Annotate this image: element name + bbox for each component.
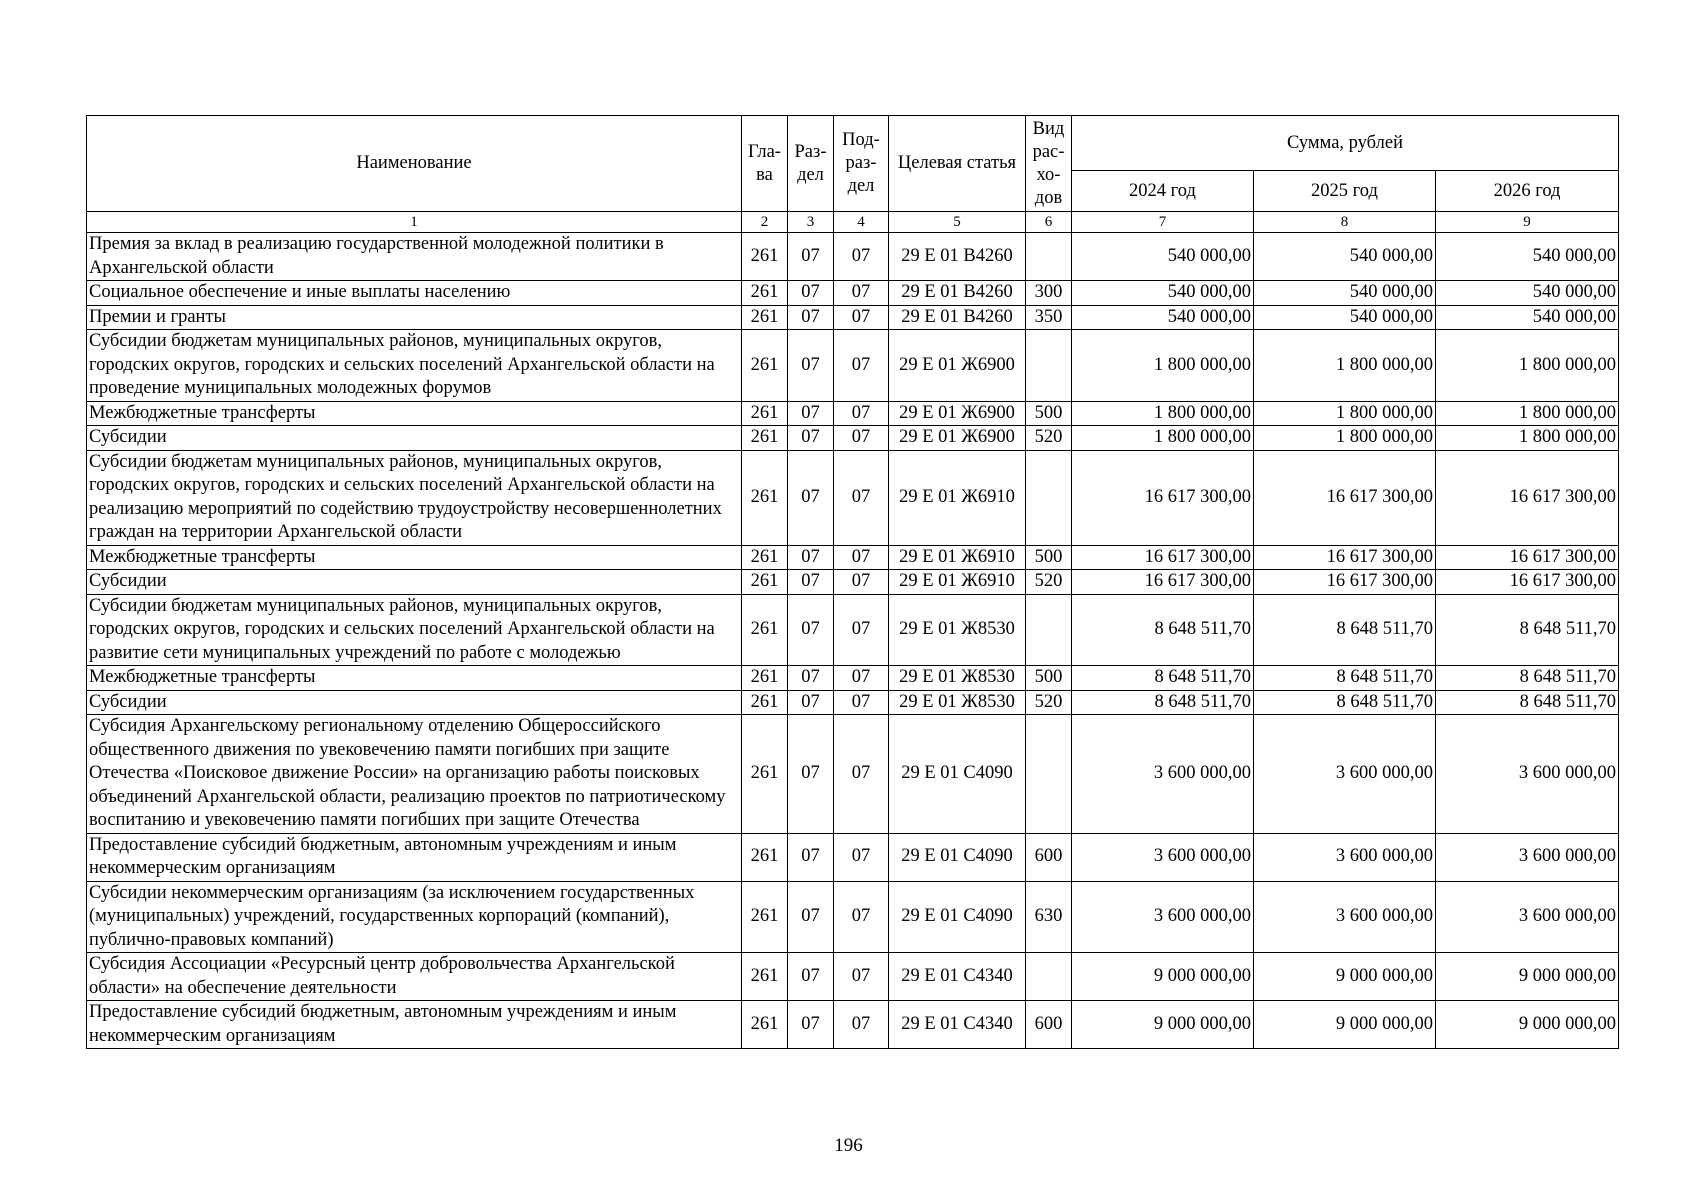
row-sum-2026: 1 800 000,00 [1436, 330, 1619, 402]
row-glava: 261 [742, 833, 788, 881]
row-tselevaya-statya: 29 Е 01 Ж6900 [889, 401, 1026, 426]
row-tselevaya-statya: 29 Е 01 Ж6910 [889, 545, 1026, 570]
row-podrazdel: 07 [834, 545, 889, 570]
table-row [87, 594, 1619, 666]
header-podrazdel: Под-раз-дел [834, 116, 889, 212]
row-sum-2024: 1 800 000,00 [1072, 401, 1254, 426]
row-sum-2025: 16 617 300,00 [1254, 570, 1436, 595]
row-podrazdel: 07 [834, 833, 889, 881]
row-podrazdel: 07 [834, 666, 889, 691]
row-podrazdel: 07 [834, 330, 889, 402]
row-name: Премия за вклад в реализацию государственной молодежной политики в Архангельской области [87, 233, 742, 281]
row-podrazdel: 07 [834, 305, 889, 330]
row-vid-rashodov [1026, 233, 1072, 281]
row-sum-2024: 9 000 000,00 [1072, 953, 1254, 1001]
column-number: 5 [889, 212, 1026, 233]
row-name: Субсидии [87, 570, 742, 595]
row-sum-2025: 3 600 000,00 [1254, 715, 1436, 834]
row-sum-2025: 16 617 300,00 [1254, 545, 1436, 570]
table-row [87, 545, 1619, 570]
row-sum-2024: 16 617 300,00 [1072, 450, 1254, 545]
column-numbers-row [87, 212, 1619, 233]
row-tselevaya-statya: 29 Е 01 С4340 [889, 1001, 1026, 1049]
column-number: 4 [834, 212, 889, 233]
row-vid-rashodov [1026, 594, 1072, 666]
header-razdel: Раз-дел [788, 116, 834, 212]
column-number: 3 [788, 212, 834, 233]
row-name: Предоставление субсидий бюджетным, автономным учреждениям и иным некоммерческим организациям [87, 833, 742, 881]
row-sum-2025: 8 648 511,70 [1254, 594, 1436, 666]
row-sum-2026: 540 000,00 [1436, 281, 1619, 306]
column-number: 1 [87, 212, 742, 233]
row-tselevaya-statya: 29 Е 01 С4090 [889, 833, 1026, 881]
page-number: 196 [834, 1135, 863, 1156]
table-row [87, 305, 1619, 330]
row-sum-2025: 1 800 000,00 [1254, 330, 1436, 402]
row-vid-rashodov: 520 [1026, 690, 1072, 715]
row-sum-2025: 9 000 000,00 [1254, 1001, 1436, 1049]
row-sum-2026: 8 648 511,70 [1436, 666, 1619, 691]
row-glava: 261 [742, 426, 788, 451]
header-year-2024: 2024 год [1072, 171, 1254, 212]
row-razdel: 07 [788, 833, 834, 881]
row-glava: 261 [742, 545, 788, 570]
row-razdel: 07 [788, 666, 834, 691]
row-glava: 261 [742, 715, 788, 834]
row-sum-2026: 8 648 511,70 [1436, 594, 1619, 666]
row-sum-2026: 3 600 000,00 [1436, 881, 1619, 953]
row-vid-rashodov [1026, 330, 1072, 402]
header-vid-rashodov: Вид рас-хо-дов [1026, 116, 1072, 212]
row-sum-2024: 8 648 511,70 [1072, 666, 1254, 691]
row-vid-rashodov: 630 [1026, 881, 1072, 953]
column-number: 2 [742, 212, 788, 233]
table-row [87, 401, 1619, 426]
row-razdel: 07 [788, 953, 834, 1001]
row-razdel: 07 [788, 881, 834, 953]
row-name: Субсидии бюджетам муниципальных районов, муниципальных округов, городских округов, городских и сельских поселений Архангельской области на проведение муниципальных молодежных форумов [87, 330, 742, 402]
row-podrazdel: 07 [834, 233, 889, 281]
row-glava: 261 [742, 330, 788, 402]
row-podrazdel: 07 [834, 281, 889, 306]
row-name: Предоставление субсидий бюджетным, автономным учреждениям и иным некоммерческим организациям [87, 1001, 742, 1049]
row-sum-2024: 8 648 511,70 [1072, 690, 1254, 715]
row-sum-2024: 540 000,00 [1072, 305, 1254, 330]
row-razdel: 07 [788, 426, 834, 451]
row-name: Межбюджетные трансферты [87, 545, 742, 570]
row-razdel: 07 [788, 281, 834, 306]
row-sum-2026: 3 600 000,00 [1436, 833, 1619, 881]
row-podrazdel: 07 [834, 881, 889, 953]
row-sum-2025: 3 600 000,00 [1254, 833, 1436, 881]
row-podrazdel: 07 [834, 690, 889, 715]
row-podrazdel: 07 [834, 426, 889, 451]
row-glava: 261 [742, 594, 788, 666]
row-tselevaya-statya: 29 Е 01 С4090 [889, 715, 1026, 834]
row-tselevaya-statya: 29 Е 01 Ж8530 [889, 594, 1026, 666]
column-number: 8 [1254, 212, 1436, 233]
row-sum-2025: 9 000 000,00 [1254, 953, 1436, 1001]
row-razdel: 07 [788, 305, 834, 330]
row-sum-2024: 1 800 000,00 [1072, 426, 1254, 451]
row-sum-2024: 3 600 000,00 [1072, 715, 1254, 834]
table-row [87, 281, 1619, 306]
row-tselevaya-statya: 29 Е 01 В4260 [889, 305, 1026, 330]
row-name: Субсидия Ассоциации «Ресурсный центр добровольчества Архангельской области» на обеспечение деятельности [87, 953, 742, 1001]
row-vid-rashodov: 500 [1026, 401, 1072, 426]
row-tselevaya-statya: 29 Е 01 Ж8530 [889, 666, 1026, 691]
table-header [87, 116, 1619, 233]
row-razdel: 07 [788, 715, 834, 834]
row-sum-2026: 3 600 000,00 [1436, 715, 1619, 834]
row-sum-2025: 16 617 300,00 [1254, 450, 1436, 545]
row-glava: 261 [742, 450, 788, 545]
row-vid-rashodov: 600 [1026, 1001, 1072, 1049]
row-sum-2024: 16 617 300,00 [1072, 570, 1254, 595]
row-podrazdel: 07 [834, 401, 889, 426]
row-podrazdel: 07 [834, 570, 889, 595]
row-name: Межбюджетные трансферты [87, 666, 742, 691]
row-tselevaya-statya: 29 Е 01 С4090 [889, 881, 1026, 953]
header-tselevaya-statya: Целевая статья [889, 116, 1026, 212]
row-tselevaya-statya: 29 Е 01 Ж6900 [889, 330, 1026, 402]
row-podrazdel: 07 [834, 1001, 889, 1049]
column-number: 6 [1026, 212, 1072, 233]
row-razdel: 07 [788, 594, 834, 666]
row-sum-2026: 1 800 000,00 [1436, 401, 1619, 426]
row-tselevaya-statya: 29 Е 01 Ж6910 [889, 450, 1026, 545]
row-sum-2026: 9 000 000,00 [1436, 953, 1619, 1001]
table-row [87, 450, 1619, 545]
row-vid-rashodov [1026, 715, 1072, 834]
row-razdel: 07 [788, 690, 834, 715]
row-vid-rashodov [1026, 450, 1072, 545]
row-razdel: 07 [788, 233, 834, 281]
row-vid-rashodov: 520 [1026, 570, 1072, 595]
row-podrazdel: 07 [834, 715, 889, 834]
row-name: Субсидии бюджетам муниципальных районов, муниципальных округов, городских округов, городских и сельских поселений Архангельской области на развитие сети муниципальных учреждений по работе с молодежью [87, 594, 742, 666]
table-row [87, 690, 1619, 715]
row-name: Субсидии некоммерческим организациям (за исключением государственных (муниципальных) учреждений, государственных корпораций (компаний), публично-правовых компаний) [87, 881, 742, 953]
table-body [87, 233, 1619, 1049]
row-razdel: 07 [788, 401, 834, 426]
table-row [87, 715, 1619, 834]
row-sum-2024: 16 617 300,00 [1072, 545, 1254, 570]
row-glava: 261 [742, 233, 788, 281]
row-name: Субсидия Архангельскому региональному отделению Общероссийского общественного движения по увековечению памяти погибших при защите Отечества «Поисковое движение России» на организацию работы поисковых объединений Архангельской области, реализацию проектов по патриотическому воспитанию и увековечению памяти погибших при защите Отечества [87, 715, 742, 834]
row-razdel: 07 [788, 330, 834, 402]
row-sum-2025: 1 800 000,00 [1254, 401, 1436, 426]
row-tselevaya-statya: 29 Е 01 С4340 [889, 953, 1026, 1001]
row-sum-2026: 540 000,00 [1436, 305, 1619, 330]
row-razdel: 07 [788, 545, 834, 570]
row-sum-2026: 540 000,00 [1436, 233, 1619, 281]
row-podrazdel: 07 [834, 450, 889, 545]
table-row [87, 666, 1619, 691]
row-vid-rashodov: 500 [1026, 545, 1072, 570]
row-sum-2024: 1 800 000,00 [1072, 330, 1254, 402]
header-year-2026: 2026 год [1436, 171, 1619, 212]
row-sum-2024: 3 600 000,00 [1072, 833, 1254, 881]
header-summa: Сумма, рублей [1072, 116, 1619, 171]
row-tselevaya-statya: 29 Е 01 Ж6910 [889, 570, 1026, 595]
row-sum-2025: 540 000,00 [1254, 233, 1436, 281]
table-row [87, 833, 1619, 881]
row-vid-rashodov: 350 [1026, 305, 1072, 330]
row-sum-2025: 540 000,00 [1254, 305, 1436, 330]
row-razdel: 07 [788, 450, 834, 545]
row-glava: 261 [742, 281, 788, 306]
row-razdel: 07 [788, 1001, 834, 1049]
row-name: Субсидии бюджетам муниципальных районов, муниципальных округов, городских округов, городских и сельских поселений Архангельской области на реализацию мероприятий по содействию трудоустройству несовершеннолетних граждан на территории Архангельской области [87, 450, 742, 545]
row-sum-2026: 16 617 300,00 [1436, 450, 1619, 545]
row-sum-2026: 16 617 300,00 [1436, 545, 1619, 570]
row-glava: 261 [742, 401, 788, 426]
row-sum-2024: 540 000,00 [1072, 233, 1254, 281]
row-vid-rashodov [1026, 953, 1072, 1001]
row-sum-2025: 540 000,00 [1254, 281, 1436, 306]
row-sum-2024: 9 000 000,00 [1072, 1001, 1254, 1049]
table-row [87, 881, 1619, 953]
header-glava: Гла-ва [742, 116, 788, 212]
row-sum-2024: 3 600 000,00 [1072, 881, 1254, 953]
row-sum-2026: 1 800 000,00 [1436, 426, 1619, 451]
row-sum-2026: 9 000 000,00 [1436, 1001, 1619, 1049]
table-row [87, 233, 1619, 281]
row-podrazdel: 07 [834, 594, 889, 666]
row-glava: 261 [742, 305, 788, 330]
row-vid-rashodov: 520 [1026, 426, 1072, 451]
header-name: Наименование [87, 116, 742, 212]
row-sum-2024: 8 648 511,70 [1072, 594, 1254, 666]
column-number: 7 [1072, 212, 1254, 233]
row-name: Субсидии [87, 426, 742, 451]
row-name: Социальное обеспечение и иные выплаты населению [87, 281, 742, 306]
row-glava: 261 [742, 881, 788, 953]
table-row [87, 426, 1619, 451]
column-number: 9 [1436, 212, 1619, 233]
row-glava: 261 [742, 953, 788, 1001]
row-sum-2025: 3 600 000,00 [1254, 881, 1436, 953]
row-vid-rashodov: 500 [1026, 666, 1072, 691]
row-sum-2025: 8 648 511,70 [1254, 666, 1436, 691]
row-name: Субсидии [87, 690, 742, 715]
row-glava: 261 [742, 690, 788, 715]
row-tselevaya-statya: 29 Е 01 В4260 [889, 281, 1026, 306]
row-glava: 261 [742, 1001, 788, 1049]
row-tselevaya-statya: 29 Е 01 В4260 [889, 233, 1026, 281]
row-sum-2024: 540 000,00 [1072, 281, 1254, 306]
header-year-2025: 2025 год [1254, 171, 1436, 212]
table-row [87, 330, 1619, 402]
row-sum-2026: 16 617 300,00 [1436, 570, 1619, 595]
row-tselevaya-statya: 29 Е 01 Ж6900 [889, 426, 1026, 451]
row-sum-2025: 1 800 000,00 [1254, 426, 1436, 451]
table-row [87, 953, 1619, 1001]
row-podrazdel: 07 [834, 953, 889, 1001]
row-razdel: 07 [788, 570, 834, 595]
table-row [87, 1001, 1619, 1049]
row-tselevaya-statya: 29 Е 01 Ж8530 [889, 690, 1026, 715]
row-sum-2025: 8 648 511,70 [1254, 690, 1436, 715]
row-name: Межбюджетные трансферты [87, 401, 742, 426]
row-glava: 261 [742, 666, 788, 691]
row-glava: 261 [742, 570, 788, 595]
row-name: Премии и гранты [87, 305, 742, 330]
table-row [87, 570, 1619, 595]
budget-table [86, 115, 1619, 1049]
row-vid-rashodov: 600 [1026, 833, 1072, 881]
row-vid-rashodov: 300 [1026, 281, 1072, 306]
row-sum-2026: 8 648 511,70 [1436, 690, 1619, 715]
